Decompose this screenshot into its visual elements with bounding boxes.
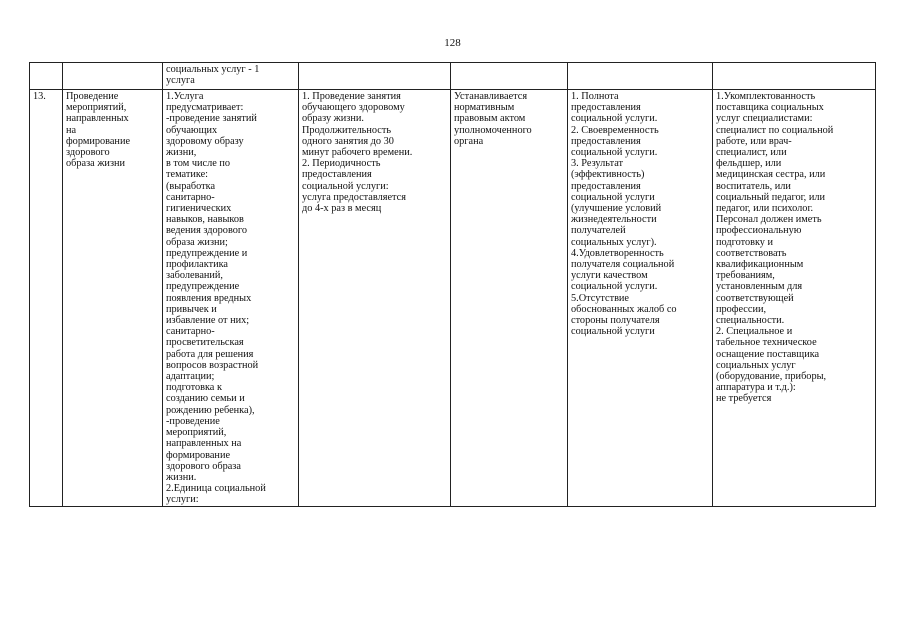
cell-service-name: Проведение мероприятий, направленных на формирование здорового образа жизни: [63, 90, 163, 507]
table-row-continuation: [30, 63, 876, 90]
cell-quality-indicators: [568, 63, 713, 90]
cell-tariff: [451, 63, 568, 90]
cell-conditions: 1.Укомплектованность поставщика социальных услуг специалистами: специалист по социальной работе, или врач- специалист, или фельдшер, или медицинская сестра, или воспитатель, или социальный педагог, или педагог, или психолог. Персонал должен иметь профессиональную подготовку и соответствовать квалификационным требованиям, установленным для соответствующей профессии, специальности. 2. Специальное и табельное техническое оснащение поставщика социальных услуг (оборудование, приборы, аппаратура и т.д.): не требуется: [713, 90, 876, 507]
table-row-13: [30, 90, 876, 507]
cell-tariff: Устанавливается нормативным правовым актом уполномоченного органа: [451, 90, 568, 507]
cell-service-description: социальных услуг - 1 услуга: [163, 63, 299, 90]
cell-quality-indicators: 1. Полнота предоставления социальной услуги. 2. Своевременность предоставления социальной услуги. 3. Результат (эффективность) предоставления социальной услуги (улучшение условий жизнедеятельности получателей социальных услуг). 4.Удовлетворенность получателя социальной услуги качеством социальной услуги. 5.Отсутствие обоснованных жалоб со стороны получателя социальной услуги: [568, 90, 713, 507]
cell-service-name: [63, 63, 163, 90]
page-number: 128: [444, 37, 461, 49]
cell-service-standards: 1. Проведение занятия обучающего здоровому образу жизни. Продолжительность одного занятия до 30 минут рабочего времени. 2. Периодичность предоставления социальной услуги: услуга предоставляется до 4-х раз в месяц: [299, 90, 451, 507]
cell-service-standards: [299, 63, 451, 90]
cell-number: 13.: [30, 90, 63, 507]
cell-conditions: [713, 63, 876, 90]
cell-number: [30, 63, 63, 90]
cell-service-description: 1.Услуга предусматривает: -проведение занятий обучающих здоровому образу жизни, в том числе по тематике: (выработка санитарно- гигиенических навыков, навыков ведения здорового образа жизни; предупреждение и профилактика заболеваний, предупреждение появления вредных привычек и избавление от них; санитарно- просветительская работа для решения вопросов возрастной адаптации; подготовка к созданию семьи и рождению ребенка), -проведение мероприятий, направленных на формирование здорового образа жизни. 2.Единица социальной услуги:: [163, 90, 299, 507]
services-table: [29, 62, 876, 507]
